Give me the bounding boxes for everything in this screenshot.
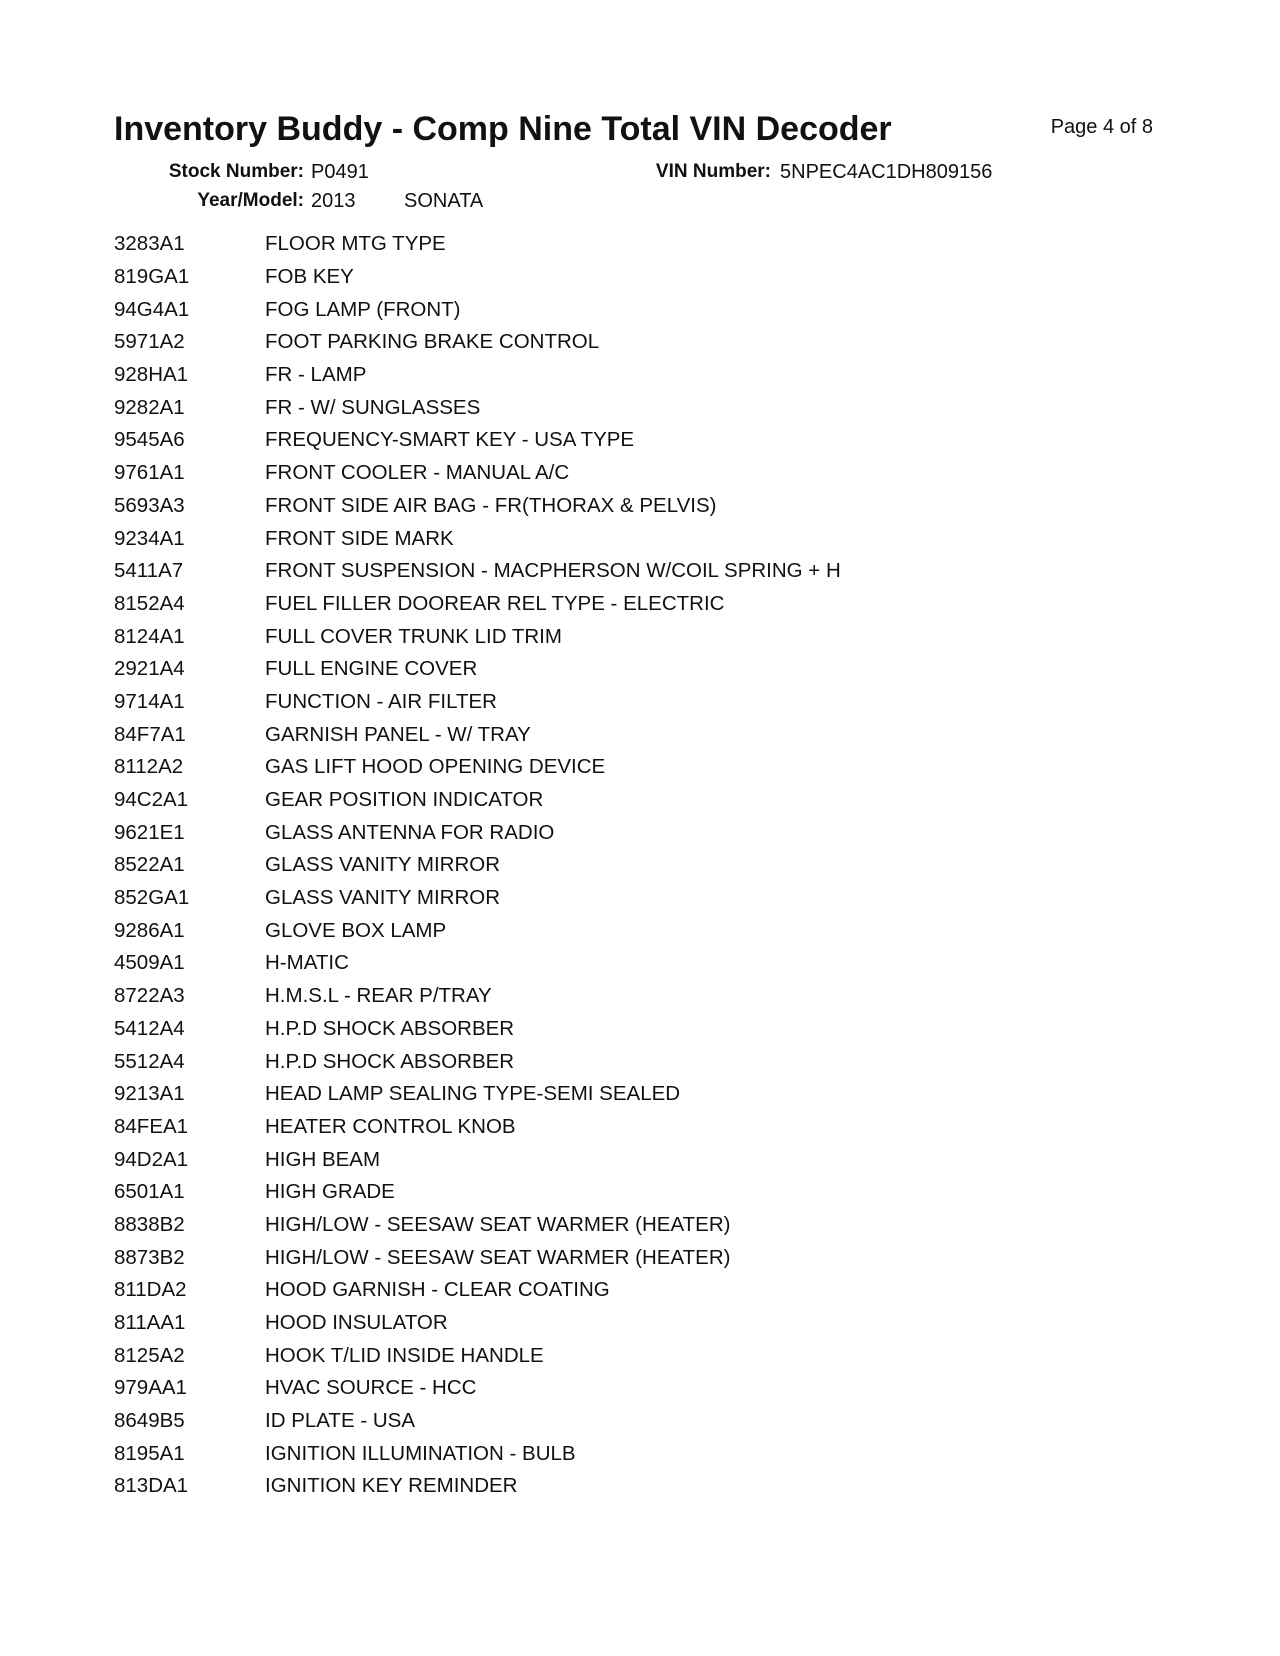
- option-code: 94D2A1: [114, 1147, 189, 1171]
- option-description: HIGH GRADE: [265, 1180, 395, 1204]
- option-description: FOB KEY: [265, 265, 354, 289]
- year-value: 2013: [311, 190, 356, 212]
- option-description: FRONT SIDE AIR BAG - FR(THORAX & PELVIS): [265, 493, 717, 517]
- option-description: FR - LAMP: [265, 363, 367, 387]
- option-description: FRONT COOLER - MANUAL A/C: [265, 461, 570, 485]
- option-code: 3283A1: [114, 232, 185, 256]
- list-item: [114, 1045, 1174, 1078]
- list-item: [114, 1437, 1174, 1470]
- option-code: 5693A3: [114, 493, 185, 517]
- option-code: 9234A1: [114, 526, 185, 550]
- list-item: [114, 359, 1174, 392]
- option-code: 8522A1: [114, 853, 185, 877]
- list-item: [114, 1111, 1174, 1144]
- vin-number-label: VIN Number:: [655, 161, 771, 182]
- option-description: ID PLATE - USA: [265, 1409, 415, 1433]
- option-description: FUNCTION - AIR FILTER: [265, 689, 497, 713]
- option-code: 9621E1: [114, 820, 185, 844]
- list-item: [114, 555, 1174, 588]
- option-description: GLASS VANITY MIRROR: [265, 886, 501, 910]
- option-description: GARNISH PANEL - W/ TRAY: [265, 722, 531, 746]
- option-code: 6501A1: [114, 1180, 185, 1204]
- option-description: HEATER CONTROL KNOB: [265, 1114, 516, 1138]
- list-item: [114, 751, 1174, 784]
- option-code: 813DA1: [114, 1474, 189, 1498]
- option-description: GAS LIFT HOOD OPENING DEVICE: [265, 755, 606, 779]
- option-description: IGNITION KEY REMINDER: [265, 1474, 518, 1498]
- option-code: 9286A1: [114, 918, 185, 942]
- option-code: 94C2A1: [114, 788, 189, 812]
- list-item: [114, 1274, 1174, 1307]
- list-item: [114, 718, 1174, 751]
- option-code: 8152A4: [114, 591, 185, 615]
- option-description: FULL COVER TRUNK LID TRIM: [265, 624, 562, 648]
- document-title: Inventory Buddy - Comp Nine Total VIN Decoder: [114, 110, 892, 148]
- option-description: FUEL FILLER DOOREAR REL TYPE - ELECTRIC: [265, 591, 725, 615]
- option-code: 8124A1: [114, 624, 185, 648]
- option-code: 9282A1: [114, 395, 185, 419]
- list-item: [114, 1372, 1174, 1405]
- vin-number-value: 5NPEC4AC1DH809156: [780, 161, 993, 183]
- list-item: [114, 228, 1174, 261]
- option-code: 8838B2: [114, 1212, 185, 1236]
- list-item: [114, 326, 1174, 359]
- page-number: Page 4 of 8: [1050, 116, 1153, 138]
- option-description: HIGH BEAM: [265, 1147, 381, 1171]
- option-code: 5971A2: [114, 330, 185, 354]
- list-item: [114, 1209, 1174, 1242]
- list-item: [114, 1143, 1174, 1176]
- option-code: 8722A3: [114, 984, 185, 1008]
- option-code: 852GA1: [114, 886, 190, 910]
- list-item: [114, 914, 1174, 947]
- list-item: [114, 882, 1174, 915]
- list-item: [114, 1013, 1174, 1046]
- option-description: HVAC SOURCE - HCC: [265, 1376, 477, 1400]
- list-item: [114, 784, 1174, 817]
- option-code: 2921A4: [114, 657, 185, 681]
- option-description: HOOD INSULATOR: [265, 1311, 448, 1335]
- option-description: HOOD GARNISH - CLEAR COATING: [265, 1278, 610, 1302]
- option-code: 9761A1: [114, 461, 185, 485]
- option-description: GLASS VANITY MIRROR: [265, 853, 501, 877]
- option-description: GLASS ANTENNA FOR RADIO: [265, 820, 555, 844]
- option-description: HOOK T/LID INSIDE HANDLE: [265, 1343, 544, 1367]
- option-code: 84FEA1: [114, 1114, 189, 1138]
- option-description: FOOT PARKING BRAKE CONTROL: [265, 330, 600, 354]
- list-item: [114, 620, 1174, 653]
- option-code-list: [114, 228, 1174, 1503]
- option-description: FLOOR MTG TYPE: [265, 232, 446, 256]
- option-description: FREQUENCY-SMART KEY - USA TYPE: [265, 428, 635, 452]
- option-description: HEAD LAMP SEALING TYPE-SEMI SEALED: [265, 1082, 681, 1106]
- option-code: 8873B2: [114, 1245, 185, 1269]
- option-code: 5412A4: [114, 1016, 185, 1040]
- list-item: [114, 457, 1174, 490]
- option-description: H.P.D SHOCK ABSORBER: [265, 1049, 515, 1073]
- option-code: 811AA1: [114, 1311, 186, 1335]
- stock-number-value: P0491: [311, 161, 369, 183]
- option-code: 9545A6: [114, 428, 185, 452]
- list-item: [114, 261, 1174, 294]
- option-code: 84F7A1: [114, 722, 186, 746]
- list-item: [114, 424, 1174, 457]
- list-item: [114, 391, 1174, 424]
- list-item: [114, 816, 1174, 849]
- option-description: FULL ENGINE COVER: [265, 657, 478, 681]
- option-description: FOG LAMP (FRONT): [265, 297, 461, 321]
- stock-number-label: Stock Number:: [168, 161, 304, 182]
- option-code: 928HA1: [114, 363, 189, 387]
- option-description: H.M.S.L - REAR P/TRAY: [265, 984, 492, 1008]
- list-item: [114, 490, 1174, 523]
- option-description: IGNITION ILLUMINATION - BULB: [265, 1441, 576, 1465]
- list-item: [114, 1307, 1174, 1340]
- option-description: GEAR POSITION INDICATOR: [265, 788, 544, 812]
- option-code: 811DA2: [114, 1278, 187, 1302]
- option-code: 979AA1: [114, 1376, 187, 1400]
- list-item: [114, 1405, 1174, 1438]
- option-code: 5411A7: [114, 559, 184, 583]
- option-description: FR - W/ SUNGLASSES: [265, 395, 481, 419]
- list-item: [114, 947, 1174, 980]
- list-item: [114, 1176, 1174, 1209]
- year-model-label: Year/Model:: [197, 190, 304, 211]
- option-description: H-MATIC: [265, 951, 349, 975]
- list-item: [114, 1241, 1174, 1274]
- list-item: [114, 522, 1174, 555]
- option-code: 5512A4: [114, 1049, 185, 1073]
- list-item: [114, 1339, 1174, 1372]
- model-value: SONATA: [404, 190, 484, 212]
- option-code: 4509A1: [114, 951, 185, 975]
- list-item: [114, 588, 1174, 621]
- option-code: 8649B5: [114, 1409, 185, 1433]
- option-code: 94G4A1: [114, 297, 190, 321]
- option-code: 9714A1: [114, 689, 185, 713]
- option-code: 8112A2: [114, 755, 184, 779]
- option-code: 8125A2: [114, 1343, 185, 1367]
- list-item: [114, 849, 1174, 882]
- option-description: GLOVE BOX LAMP: [265, 918, 447, 942]
- list-item: [114, 1078, 1174, 1111]
- option-description: HIGH/LOW - SEESAW SEAT WARMER (HEATER): [265, 1245, 731, 1269]
- list-item: [114, 1470, 1174, 1503]
- option-code: 8195A1: [114, 1441, 185, 1465]
- option-code: 9213A1: [114, 1082, 185, 1106]
- option-description: FRONT SUSPENSION - MACPHERSON W/COIL SPRING + H: [265, 559, 841, 583]
- list-item: [114, 293, 1174, 326]
- option-description: FRONT SIDE MARK: [265, 526, 454, 550]
- list-item: [114, 653, 1174, 686]
- list-item: [114, 980, 1174, 1013]
- option-code: 819GA1: [114, 265, 190, 289]
- option-description: HIGH/LOW - SEESAW SEAT WARMER (HEATER): [265, 1212, 731, 1236]
- option-description: H.P.D SHOCK ABSORBER: [265, 1016, 515, 1040]
- list-item: [114, 686, 1174, 719]
